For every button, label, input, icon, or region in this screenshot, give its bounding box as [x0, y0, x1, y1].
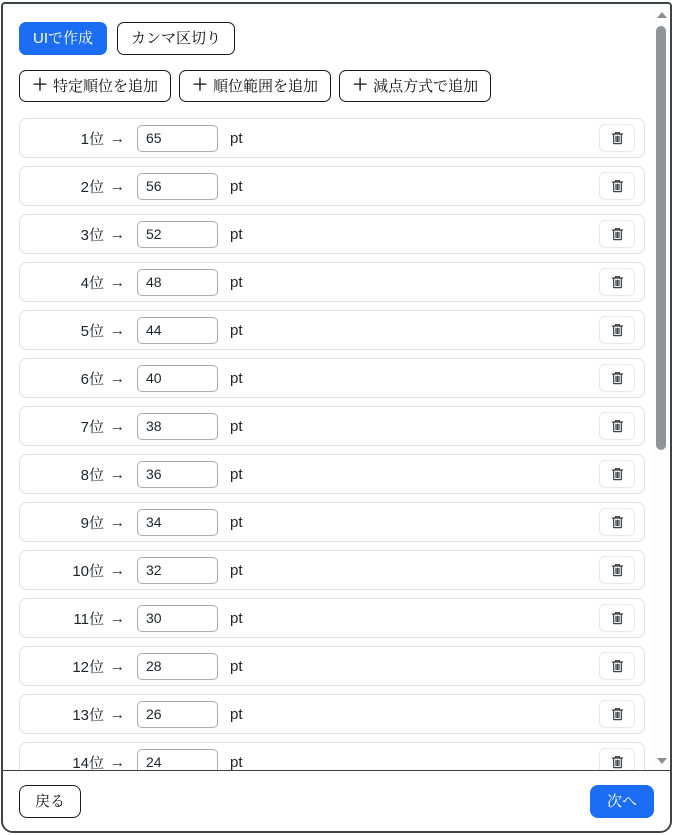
rank-row: [19, 598, 645, 638]
rank-label: 10位: [72, 562, 104, 580]
add-rank-range-button[interactable]: [179, 70, 331, 102]
delete-row-button[interactable]: [599, 748, 635, 770]
delete-row-button[interactable]: [599, 172, 635, 200]
arrow-icon: →: [110, 273, 125, 291]
add-deduction-method-label: 減点方式で追加: [373, 77, 479, 95]
rank-label: 9位: [80, 514, 104, 532]
points-input[interactable]: [137, 317, 218, 344]
rank-label: 4位: [80, 274, 104, 292]
arrow-icon: →: [110, 657, 125, 675]
unit-label: pt: [230, 225, 243, 243]
add-rank-range-label: 順位範囲を追加: [213, 77, 319, 95]
arrow-icon: →: [110, 561, 125, 579]
scroll-content: [3, 4, 653, 770]
vertical-scrollbar[interactable]: [653, 4, 670, 770]
trash-icon: [610, 178, 625, 194]
rank-row: [19, 166, 645, 206]
rank-row: [19, 550, 645, 590]
trash-icon: [610, 130, 625, 146]
trash-icon: [610, 274, 625, 290]
rank-row: [19, 454, 645, 494]
rank-row: [19, 310, 645, 350]
delete-row-button[interactable]: [599, 700, 635, 728]
rank-label: 12位: [72, 658, 104, 676]
rank-list: [19, 118, 653, 770]
rank-row: [19, 694, 645, 734]
unit-label: pt: [230, 465, 243, 483]
unit-label: pt: [230, 705, 243, 723]
delete-row-button[interactable]: [599, 124, 635, 152]
arrow-icon: →: [110, 753, 125, 770]
arrow-icon: →: [110, 177, 125, 195]
plus-icon: ＋: [192, 77, 209, 94]
trash-icon: [610, 226, 625, 242]
footer: [3, 770, 670, 831]
delete-row-button[interactable]: [599, 508, 635, 536]
add-deduction-method-button[interactable]: [339, 70, 491, 102]
arrow-icon: →: [110, 465, 125, 483]
back-button[interactable]: 戻る: [19, 785, 81, 818]
trash-icon: [610, 562, 625, 578]
points-input[interactable]: [137, 365, 218, 392]
trash-icon: [610, 370, 625, 386]
delete-row-button[interactable]: [599, 556, 635, 584]
unit-label: pt: [230, 369, 243, 387]
scrollbar-up-arrow-icon[interactable]: [657, 12, 667, 18]
mode-comma-separated-button[interactable]: カンマ区切り: [117, 22, 235, 55]
trash-icon: [610, 418, 625, 434]
delete-row-button[interactable]: [599, 604, 635, 632]
rank-label: 1位: [80, 130, 104, 148]
rank-row: [19, 742, 645, 770]
plus-icon: ＋: [32, 77, 49, 94]
add-specific-rank-button[interactable]: [19, 70, 171, 102]
points-input[interactable]: [137, 461, 218, 488]
delete-row-button[interactable]: [599, 460, 635, 488]
rank-label: 8位: [80, 466, 104, 484]
arrow-icon: →: [110, 129, 125, 147]
delete-row-button[interactable]: [599, 268, 635, 296]
unit-label: pt: [230, 129, 243, 147]
rank-label: 6位: [80, 370, 104, 388]
arrow-icon: →: [110, 417, 125, 435]
scrollbar-down-arrow-icon[interactable]: [657, 758, 667, 764]
unit-label: pt: [230, 273, 243, 291]
mode-toolbar: [19, 22, 653, 55]
rank-label: 7位: [80, 418, 104, 436]
points-input[interactable]: [137, 125, 218, 152]
rank-label: 13位: [72, 706, 104, 724]
points-input[interactable]: [137, 269, 218, 296]
rank-row: [19, 502, 645, 542]
plus-icon: ＋: [352, 77, 369, 94]
unit-label: pt: [230, 417, 243, 435]
trash-icon: [610, 514, 625, 530]
rank-label: 2位: [80, 178, 104, 196]
trash-icon: [610, 658, 625, 674]
scroll-area: [3, 4, 670, 770]
rank-row: [19, 214, 645, 254]
unit-label: pt: [230, 177, 243, 195]
trash-icon: [610, 466, 625, 482]
points-input[interactable]: [137, 749, 218, 771]
scrollbar-thumb[interactable]: [656, 26, 666, 450]
trash-icon: [610, 706, 625, 722]
points-input[interactable]: [137, 653, 218, 680]
rank-row: [19, 406, 645, 446]
unit-label: pt: [230, 609, 243, 627]
unit-label: pt: [230, 513, 243, 531]
points-settings-dialog: [1, 2, 672, 833]
delete-row-button[interactable]: [599, 220, 635, 248]
arrow-icon: →: [110, 705, 125, 723]
rank-row: [19, 646, 645, 686]
unit-label: pt: [230, 321, 243, 339]
trash-icon: [610, 322, 625, 338]
points-input[interactable]: [137, 413, 218, 440]
rank-label: 3位: [80, 226, 104, 244]
arrow-icon: →: [110, 513, 125, 531]
rank-label: 14位: [72, 754, 104, 770]
rank-row: [19, 358, 645, 398]
mode-ui-create-button[interactable]: UIで作成: [19, 22, 107, 55]
rank-row: [19, 262, 645, 302]
points-input[interactable]: [137, 173, 218, 200]
add-specific-rank-label: 特定順位を追加: [53, 77, 159, 95]
add-toolbar: [19, 70, 653, 102]
next-button[interactable]: 次へ: [590, 785, 654, 818]
arrow-icon: →: [110, 225, 125, 243]
arrow-icon: →: [110, 609, 125, 627]
rank-label: 11位: [73, 610, 104, 628]
arrow-icon: →: [110, 321, 125, 339]
delete-row-button[interactable]: [599, 412, 635, 440]
unit-label: pt: [230, 753, 243, 770]
trash-icon: [610, 754, 625, 770]
unit-label: pt: [230, 561, 243, 579]
delete-row-button[interactable]: [599, 364, 635, 392]
delete-row-button[interactable]: [599, 652, 635, 680]
points-input[interactable]: [137, 605, 218, 632]
trash-icon: [610, 610, 625, 626]
delete-row-button[interactable]: [599, 316, 635, 344]
rank-label: 5位: [80, 322, 104, 340]
points-input[interactable]: [137, 557, 218, 584]
points-input[interactable]: [137, 221, 218, 248]
rank-row: [19, 118, 645, 158]
points-input[interactable]: [137, 509, 218, 536]
unit-label: pt: [230, 657, 243, 675]
points-input[interactable]: [137, 701, 218, 728]
arrow-icon: →: [110, 369, 125, 387]
